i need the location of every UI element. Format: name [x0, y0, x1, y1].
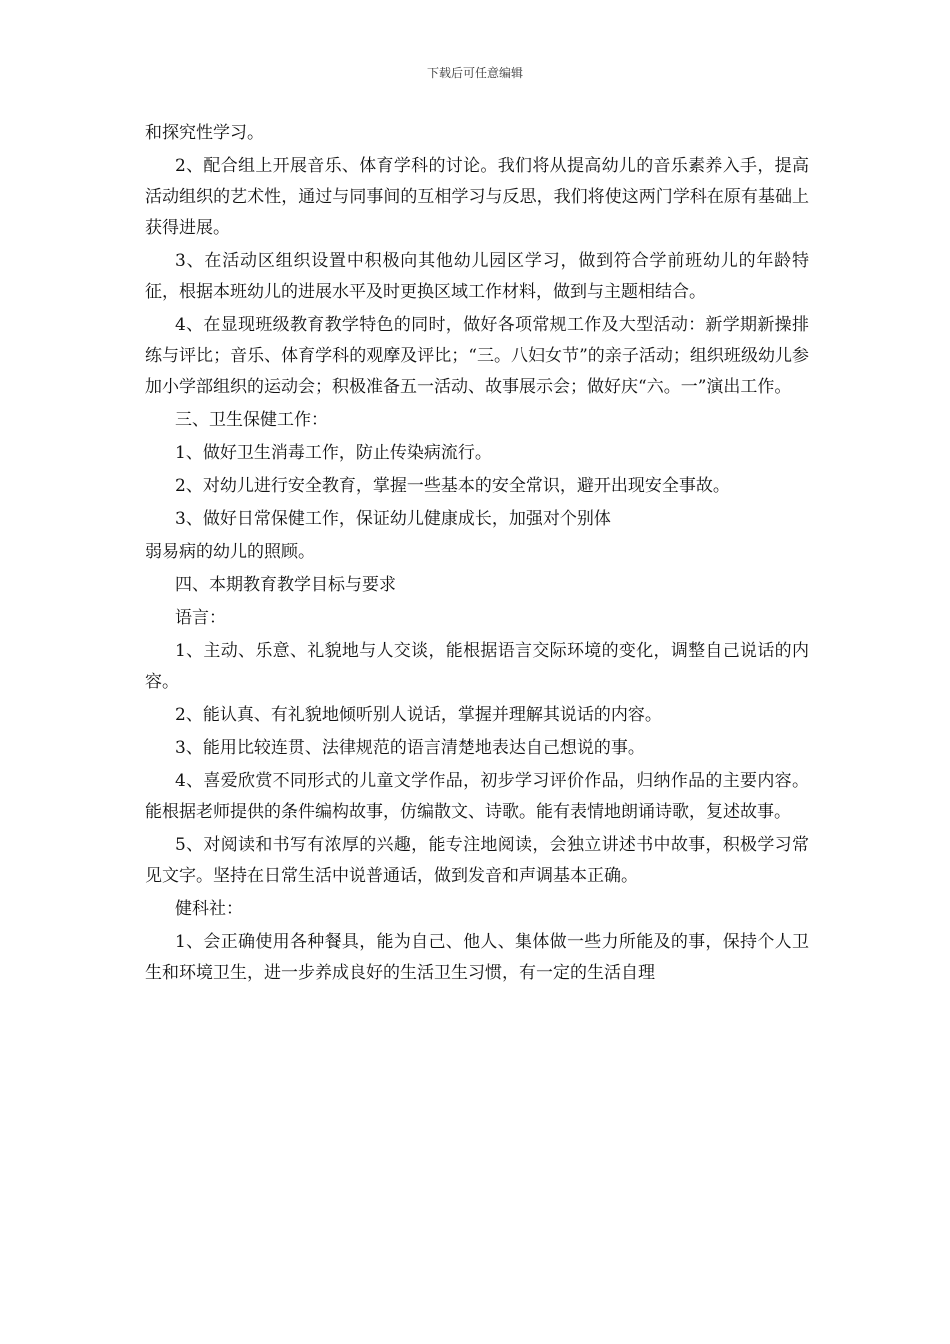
paragraph: 3、能用比较连贯、法律规范的语言清楚地表达自己想说的事。 — [175, 738, 645, 758]
paragraph: 2、配合组上开展音乐、体育学科的讨论。我们将从提高幼儿的音乐素养入手，提高活动组织的艺术性，通过与同事间的互相学习与反思，我们将使这两门学科在原有基础上获得进展。 — [145, 156, 809, 238]
paragraph: 四、本期教育教学目标与要求 — [175, 575, 396, 595]
paragraph: 1、主动、乐意、礼貌地与人交谈，能根据语言交际环境的变化，调整自己说话的内容。 — [145, 641, 809, 692]
paragraph: 弱易病的幼儿的照顾。 — [145, 542, 315, 562]
paragraph: 3、做好日常保健工作，保证幼儿健康成长，加强对个别体 — [175, 509, 611, 529]
paragraph: 2、对幼儿进行安全教育，掌握一些基本的安全常识，避开出现安全事故。 — [175, 476, 730, 496]
paragraph: 三、卫生保健工作： — [175, 410, 328, 430]
document-body — [145, 118, 809, 991]
paragraph: 1、做好卫生消毒工作，防止传染病流行。 — [175, 443, 492, 463]
paragraph: 和探究性学习。 — [145, 123, 264, 143]
paragraph: 2、能认真、有礼貌地倾听别人说话，掌握并理解其说话的内容。 — [175, 705, 662, 725]
paragraph: 4、喜爱欣赏不同形式的儿童文学作品，初步学习评价作品，归纳作品的主要内容。能根据老师提供的条件编构故事，仿编散文、诗歌。能有表情地朗诵诗歌，复述故事。 — [145, 771, 809, 822]
paragraph: 5、对阅读和书写有浓厚的兴趣，能专注地阅读，会独立讲述书中故事，积极学习常见文字。坚持在日常生活中说普通话，做到发音和声调基本正确。 — [145, 835, 809, 886]
paragraph: 健科社： — [175, 899, 243, 919]
paragraph: 3、在活动区组织设置中积极向其他幼儿园区学习，做到符合学前班幼儿的年龄特征，根据本班幼儿的进展水平及时更换区域工作材料，做到与主题相结合。 — [145, 251, 809, 302]
paragraph: 4、在显现班级教育教学特色的同时，做好各项常规工作及大型活动：新学期新操排练与评比；音乐、体育学科的观摩及评比；“三。八妇女节”的亲子活动；组织班级幼儿参加小学部组织的运动会；积极准备五一活动、故事展示会；做好庆“六。一”演出工作。 — [145, 315, 809, 397]
paragraph: 语言： — [175, 608, 226, 628]
page-header: 下载后可任意编辑 — [426, 66, 523, 80]
paragraph: 1、会正确使用各种餐具，能为自己、他人、集体做一些力所能及的事，保持个人卫生和环境卫生，进一步养成良好的生活卫生习惯，有一定的生活自理 — [145, 932, 809, 983]
